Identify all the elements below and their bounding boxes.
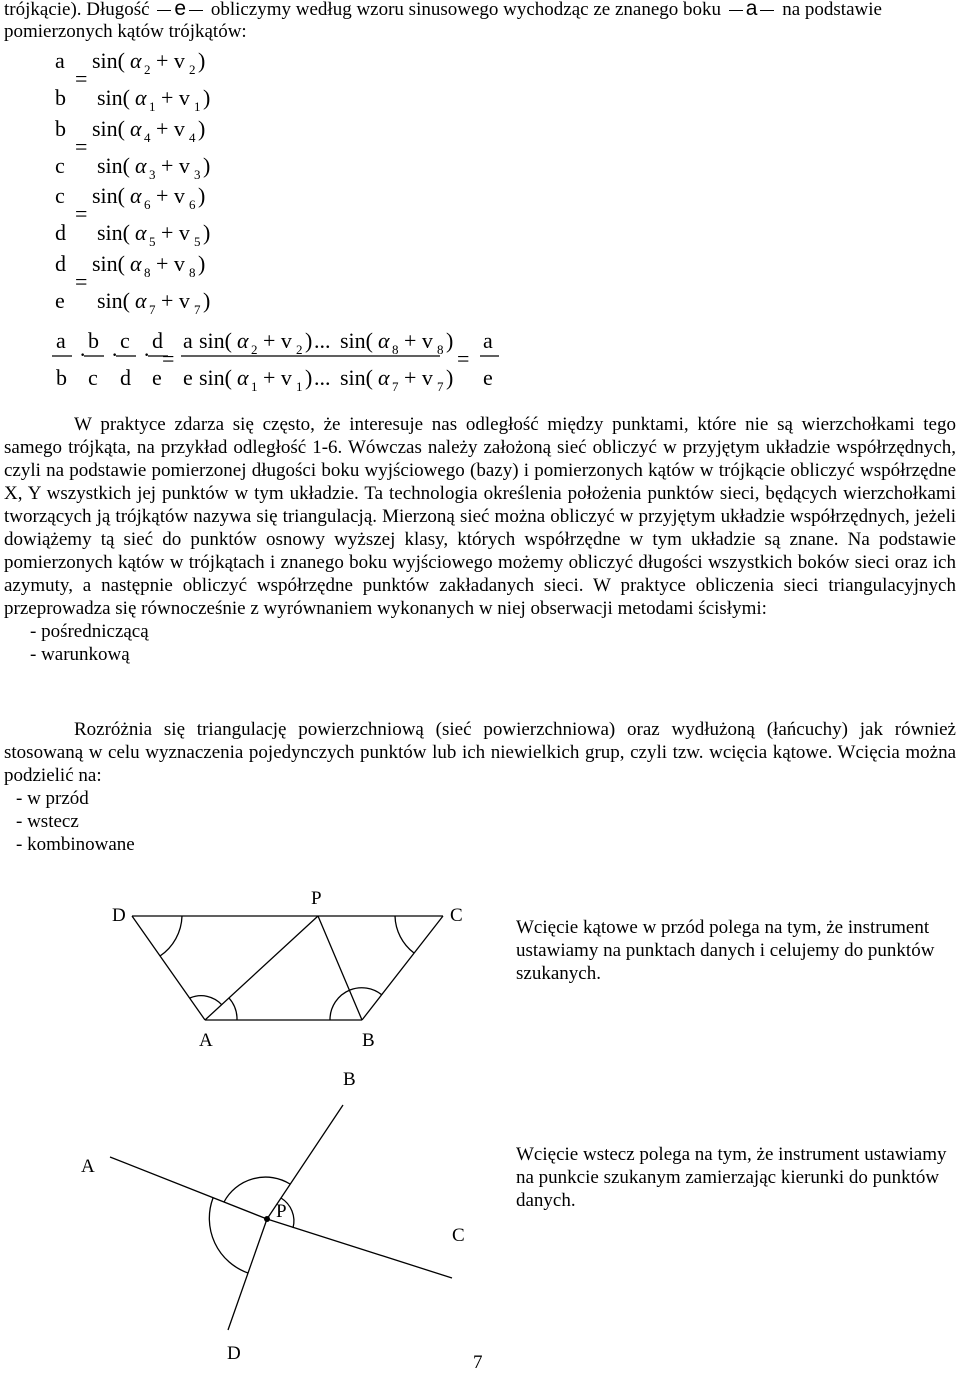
angle-arc-b-outer xyxy=(350,988,382,995)
big-num-term-2-v-subscript: 8 xyxy=(437,342,444,357)
big-num-ellipsis: ... xyxy=(314,328,331,353)
point-label-a: A xyxy=(199,1030,213,1051)
sin-num-2-close: ) xyxy=(198,116,206,141)
equals-sign-3: = xyxy=(75,201,88,226)
equals-sign-1: = xyxy=(75,66,88,91)
point-p-marker xyxy=(264,1216,270,1222)
sin-den-4-alpha: α xyxy=(135,288,147,313)
big-num-term-1-sin: sin( xyxy=(199,328,232,353)
sin-den-2-sin: sin( xyxy=(97,153,130,178)
big-den-term-2-alpha: α xyxy=(378,365,390,390)
final-equals-sign: = xyxy=(457,346,470,371)
angle-arc-b xyxy=(330,990,350,1020)
sin-num-1-alpha: α xyxy=(130,48,142,73)
big-num-term-1-close: ) xyxy=(305,328,313,353)
product-denominator-2: c xyxy=(88,365,98,390)
point-label-b: B xyxy=(362,1030,375,1051)
figure2-caption: Wcięcie wstecz polega na tym, że instrument ustawiamy na punkcie szukanym zamierzając kierunki do punktów danych. xyxy=(516,1144,947,1211)
dash-rule xyxy=(157,10,171,11)
big-num-term-1-alpha-subscript: 2 xyxy=(251,342,258,357)
intro-line-2: pomierzonych kątów trójkątów: xyxy=(4,21,247,42)
ratio-denominator-1: b xyxy=(55,85,66,110)
sin-num-1-close: ) xyxy=(198,48,206,73)
big-den-term-1-plus-v: + v xyxy=(263,365,292,390)
big-den-ellipsis: ... xyxy=(314,365,331,390)
sin-den-1-close: ) xyxy=(203,85,211,110)
sin-num-3-close: ) xyxy=(198,183,206,208)
variable-a: a xyxy=(745,0,758,20)
ratio-denominator-2: c xyxy=(55,153,65,178)
product-denominator-4: e xyxy=(152,365,162,390)
paragraph-intersections xyxy=(4,718,956,856)
sin-den-3-alpha-subscript: 5 xyxy=(149,234,156,249)
big-num-term-2-close: ) xyxy=(446,328,454,353)
sin-num-4-plus-v: + v xyxy=(156,251,185,276)
point-label-c: C xyxy=(452,1225,465,1246)
big-den-term-2-alpha-subscript: 7 xyxy=(392,379,399,394)
big-den-term-1-sin: sin( xyxy=(199,365,232,390)
angle-arc-d xyxy=(160,916,182,956)
paragraph-triangulation xyxy=(4,413,956,666)
big-num-term-2-sin: sin( xyxy=(340,328,373,353)
sin-den-1-plus-v: + v xyxy=(161,85,190,110)
sin-den-4-close: ) xyxy=(203,288,211,313)
big-den-term-2-close: ) xyxy=(446,365,454,390)
point-label-p: P xyxy=(311,888,322,909)
big-num-term-1-alpha: α xyxy=(237,328,249,353)
sin-den-2-close: ) xyxy=(203,153,211,178)
type-item-2: - wstecz xyxy=(16,811,79,832)
big-den-term-1-alpha: α xyxy=(237,365,249,390)
method-item-1: - pośredniczącą xyxy=(30,621,149,642)
sin-num-4-sin: sin( xyxy=(92,251,125,276)
angle-arc-c xyxy=(395,916,414,953)
sin-num-4-close: ) xyxy=(198,251,206,276)
final-denominator-e: e xyxy=(483,365,493,390)
ratio-numerator-2: b xyxy=(55,116,66,141)
line-b-c xyxy=(362,916,443,1020)
sin-num-2-sin: sin( xyxy=(92,116,125,141)
dash-rule xyxy=(189,10,203,11)
sin-num-1-alpha-subscript: 2 xyxy=(144,62,151,77)
sin-den-2-alpha: α xyxy=(135,153,147,178)
intro-text-2: obliczymy według wzoru sinusowego wychodząc ze znanego boku xyxy=(210,0,722,20)
big-num-term-2-plus-v: + v xyxy=(404,328,433,353)
sin-num-2-plus-v: + v xyxy=(156,116,185,141)
big-den-term-2-v-subscript: 7 xyxy=(437,379,444,394)
big-den-term-2-plus-v: + v xyxy=(404,365,433,390)
product-denominator-3: d xyxy=(120,365,131,390)
variable-e: e xyxy=(174,0,187,20)
type-item-3: - kombinowane xyxy=(16,834,135,855)
sin-den-2-plus-v: + v xyxy=(161,153,190,178)
sin-den-3-alpha: α xyxy=(135,220,147,245)
big-den-term-2-sin: sin( xyxy=(340,365,373,390)
method-item-2: - warunkową xyxy=(30,644,130,665)
page-number: 7 xyxy=(473,1352,483,1373)
sin-den-1-v-subscript: 1 xyxy=(194,99,201,114)
dash-rule xyxy=(760,10,774,11)
sin-num-3-sin: sin( xyxy=(92,183,125,208)
sin-num-3-plus-v: + v xyxy=(156,183,185,208)
sin-den-1-sin: sin( xyxy=(97,85,130,110)
product-dot-2: · xyxy=(111,342,119,367)
sin-den-2-alpha-subscript: 3 xyxy=(149,167,156,182)
equals-sign-2: = xyxy=(75,134,88,159)
sin-num-3-alpha-subscript: 6 xyxy=(144,197,151,212)
product-dot-3: · xyxy=(143,342,151,367)
point-label-p: P xyxy=(276,1201,287,1222)
product-numerator-4: d xyxy=(152,328,163,353)
ratio-numerator-3: c xyxy=(55,183,65,208)
big-num-term-2-alpha-subscript: 8 xyxy=(392,342,399,357)
sin-den-4-sin: sin( xyxy=(97,288,130,313)
equals-sign-4: = xyxy=(75,269,88,294)
big-denominator-e: e xyxy=(183,365,193,390)
line-a-d xyxy=(132,916,205,1020)
big-numerator-a: a xyxy=(183,328,193,353)
big-num-term-1-v-subscript: 2 xyxy=(296,342,303,357)
sin-num-1-plus-v: + v xyxy=(156,48,185,73)
dash-rule xyxy=(729,10,743,11)
intro-line-1 xyxy=(4,0,956,21)
sin-den-3-v-subscript: 5 xyxy=(194,234,201,249)
intro-text-3: na podstawie xyxy=(782,0,882,20)
sin-num-4-v-subscript: 8 xyxy=(189,265,196,280)
line-p-d xyxy=(228,1219,267,1330)
product-numerator-2: b xyxy=(88,328,99,353)
point-label-c: C xyxy=(450,905,463,926)
final-numerator-a: a xyxy=(483,328,493,353)
point-label-d: D xyxy=(227,1343,241,1360)
big-den-term-1-close: ) xyxy=(305,365,313,390)
paragraph-text: W praktyce zdarza się często, że interesuje nas odległość między punktami, które nie są wierzchołkami tego samego trójkąta, na przykład odległość 1-6. Wówczas należy założoną sieć obliczyć w przyjętym układzie współrzędnych, czyli na podstawie pomierzonej długości boku wyjściowego (bazy) i pomierzonych kątów w trójkącie obliczyć współrzędne X, Y wszystkich jej punktów w tym układzie. Ta technologia określenia położenia punktów sieci, będących wierzchołkami tworzących ją trójkątów nazywa się triangulacją. Mierzoną sieć można obliczyć w przyjętym układzie współrzędnych, jeżeli dowiążemy tą sieć do punktów osnowy wyższej klasy, których współrzędne w tym układzie są znane. Na podstawie pomierzonych kątów w trójkątach i znanego boku wyjściowego możemy obliczyć długości wszystkich boków sieci oraz ich azymuty, a następnie obliczyć współrzędne punktów zakładanych sieci. W praktyce obliczenia sieci triangulacyjnych przeprowadza się równocześnie z wyrównaniem wykonanych w niej obserwacji metodami ścisłymi: xyxy=(4,414,956,619)
sin-num-3-v-subscript: 6 xyxy=(189,197,196,212)
sin-num-1-v-subscript: 2 xyxy=(189,62,196,77)
type-item-1: - w przód xyxy=(16,788,89,809)
product-numerator-3: c xyxy=(120,328,130,353)
sin-num-4-alpha: α xyxy=(130,251,142,276)
ratio-denominator-3: d xyxy=(55,220,66,245)
ratio-numerator-1: a xyxy=(55,48,65,73)
big-den-term-1-alpha-subscript: 1 xyxy=(251,379,258,394)
sine-law-equations xyxy=(0,40,960,440)
sin-den-2-v-subscript: 3 xyxy=(194,167,201,182)
line-p-c xyxy=(267,1219,452,1278)
point-label-d: D xyxy=(112,905,126,926)
big-num-term-1-plus-v: + v xyxy=(263,328,292,353)
sin-num-4-alpha-subscript: 8 xyxy=(144,265,151,280)
point-label-a: A xyxy=(81,1156,95,1177)
point-label-b: B xyxy=(343,1069,356,1090)
sin-den-1-alpha: α xyxy=(135,85,147,110)
angle-arc-a xyxy=(229,998,237,1020)
angle-arc-a-outer xyxy=(190,996,222,1005)
big-den-term-1-v-subscript: 1 xyxy=(296,379,303,394)
sin-num-2-v-subscript: 4 xyxy=(189,130,196,145)
figure1-caption: Wcięcie kątowe w przód polega na tym, że instrument ustawiamy na punktach danych i celujemy do punktów szukanych. xyxy=(516,917,935,984)
sin-den-1-alpha-subscript: 1 xyxy=(149,99,156,114)
sin-den-3-close: ) xyxy=(203,220,211,245)
line-p-a xyxy=(110,1157,267,1219)
product-equals-sign: = xyxy=(162,346,175,371)
sin-den-3-plus-v: + v xyxy=(161,220,190,245)
figure-forward-intersection xyxy=(0,880,480,1080)
big-num-term-2-alpha: α xyxy=(378,328,390,353)
sin-den-3-sin: sin( xyxy=(97,220,130,245)
intro-text-1: trójkącie). Długość xyxy=(4,0,150,20)
product-denominator-1: b xyxy=(56,365,67,390)
sin-den-4-alpha-subscript: 7 xyxy=(149,302,156,317)
paragraph-text: Rozróżnia się triangulację powierzchniową (sieć powierzchniowa) oraz wydłużoną (łańcuchy) jak również stosowaną w celu wyznaczenia pojedynczych punktów lub ich niewielkich grup, czyli tzw. wcięcia kątowe. Wcięcia można podzielić na: xyxy=(4,719,956,786)
product-numerator-1: a xyxy=(56,328,66,353)
ratio-numerator-4: d xyxy=(55,251,66,276)
sin-num-2-alpha-subscript: 4 xyxy=(144,130,151,145)
sin-num-3-alpha: α xyxy=(130,183,142,208)
sin-num-2-alpha: α xyxy=(130,116,142,141)
ratio-denominator-4: e xyxy=(55,288,65,313)
sin-num-1-sin: sin( xyxy=(92,48,125,73)
sin-den-4-v-subscript: 7 xyxy=(194,302,201,317)
line-b-p xyxy=(318,916,362,1020)
product-dot-1: · xyxy=(79,342,87,367)
sin-den-4-plus-v: + v xyxy=(161,288,190,313)
figure-resection xyxy=(0,1060,480,1360)
